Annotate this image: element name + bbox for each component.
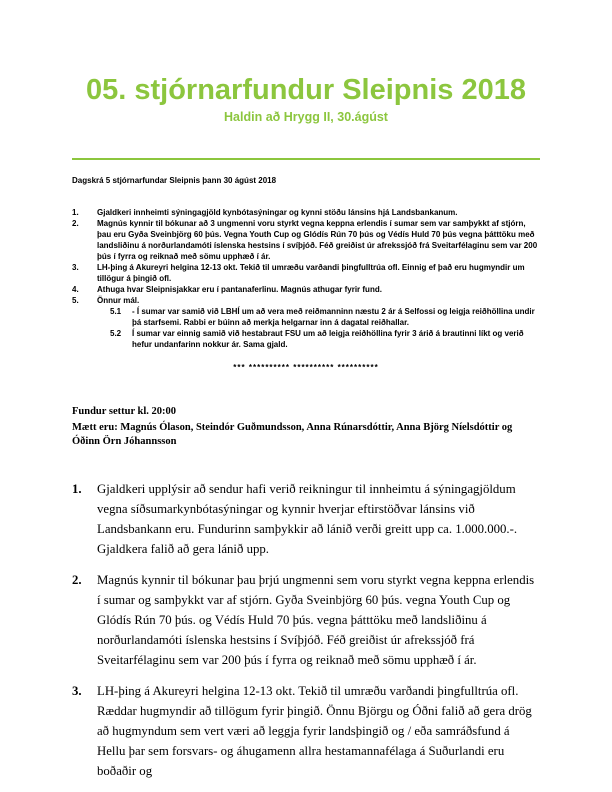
agenda-subitem-text: Í sumar var einnig samið við hestabraut FSU um að leigja reiðhöllina fyrir 3 árið á brautinni líkt og verið hefur undanfarinn nokkur ár. Sama gjald. xyxy=(132,329,524,349)
agenda-item-number: 2. xyxy=(72,219,79,228)
asterisk-divider: *** ********** ********** ********** xyxy=(233,363,379,372)
agenda-heading: Dagskrá 5 stjórnarfundar Sleipnis þann 30 ágúst 2018 xyxy=(72,176,277,185)
agenda-item xyxy=(72,218,540,262)
agenda-item-number: 1. xyxy=(72,208,79,217)
agenda-subitem-text: - Í sumar var samið við LBHÍ um að vera með reiðmanninn næstu 2 ár á Selfossi og leigja reiðhöllina undir þá starfsemi. Rabbi er búinn að merkja helgarnar inn á dagatal reiðhallar. xyxy=(132,307,535,327)
minutes-item-number: 3. xyxy=(72,684,82,698)
minutes-item xyxy=(72,570,540,670)
minutes-list xyxy=(72,479,540,781)
minutes-item-text: Magnús kynnir til bókunar þau þrjú ungmenni sem voru styrkt vegna keppna erlendis í sumar og samþykkt var af stjórn. Gyða Sveinbjörg 60 þús. vegna Youth Cup og Glódís Rún 70 þús. og Védís Huld 70 þús. vegna þátttöku með landsliðinu á norðurlandamóti íslenska hestsins í Svíþjóð. Féð greiðist úr afrekssjóð frá Sveitarfélaginu sem var 200 þús í fyrra og reiknað með sömu upphæð í ár. xyxy=(97,573,535,667)
agenda-subitem xyxy=(110,328,540,350)
minutes-item xyxy=(72,479,540,559)
minutes-item xyxy=(72,681,540,781)
agenda-item xyxy=(72,207,540,218)
agenda-item-number: 5. xyxy=(72,296,79,305)
minutes-item-text: Gjaldkeri upplýsir að sendur hafi verið reikningur til innheimtu á sýningagjöldum vegna síðsumarkynbótasýningar og kynnir hverjar eftirstöðvar lánsins við Landsbankann eru. Fundurinn samþykkir að lánið verði greitt upp ca. 1.000.000.-. Gjaldkera falið að gera lánið upp. xyxy=(97,482,518,556)
document-title: 05. stjórnarfundur Sleipnis 2018 xyxy=(86,74,526,106)
agenda-item xyxy=(72,295,540,350)
agenda-item-number: 3. xyxy=(72,263,79,272)
agenda-item-text: LH-þing á Akureyri helgina 12-13 okt. Tekið til umræðu varðandi þingfulltrúa ofl. Einnig ef það eru hugmyndir um tillögur á þingið ofl. xyxy=(97,263,525,283)
agenda-subitem-number: 5.2 xyxy=(110,329,122,338)
agenda-subitem xyxy=(110,306,540,328)
agenda-subitem-number: 5.1 xyxy=(110,307,122,316)
agenda-sublist xyxy=(97,306,540,350)
document-subtitle: Haldin að Hrygg II, 30.ágúst xyxy=(224,110,388,124)
meeting-opening-line: Fundur settur kl. 20:00 xyxy=(72,406,177,417)
accent-divider-line xyxy=(72,158,540,160)
agenda-item-text: Gjaldkeri innheimti sýningagjöld kynbótasýningar og kynni stöðu lánsins hjá Landsbankanum. xyxy=(97,208,458,217)
agenda-list xyxy=(72,207,540,350)
agenda-item-text: Magnús kynnir til bókunar að 3 ungmenni voru styrkt vegna keppna erlendis í sumar sem var samþykkt af stjórn, þau eru Gyða Sveinbjörg 60 þús. Vegna Youth Cup og Glódís Rún 70 þús og Védís Huld 70 þús vegna þátttöku með landsliðinu á norðurlandamóti íslenska hestsins í svíþjóð. Féð greiðist úr afrekssjóð frá Sveitarfélaginu sem var 200 þús í fyrra og reiknað með sömu upphæð í ár. xyxy=(97,219,538,261)
minutes-item-text: LH-þing á Akureyri helgina 12-13 okt. Tekið til umræðu varðandi þingfulltrúa ofl. Ræddar hugmyndir að tillögum fyrir þingið. Önnu Björgu og Óðni falið að gera drög að hugmyndum sem vert væri að leggja fyrir landsþingið og / eða samráðsfund á Hellu þar sem forsvars- og áhugamenn allra hestamannafélaga á Suðurlandi eru boðaðir og xyxy=(97,684,532,778)
minutes-item-number: 1. xyxy=(72,482,82,496)
agenda-item-number: 4. xyxy=(72,285,79,294)
minutes-item-number: 2. xyxy=(72,573,82,587)
agenda-item-text: Athuga hvar Sleipnisjakkar eru í pantanaferlinu. Magnús athugar fyrir fund. xyxy=(97,285,382,294)
agenda-item-text: Önnur mál. xyxy=(97,296,140,305)
meeting-attendees-line: Mætt eru: Magnús Ólason, Steindór Guðmundsson, Anna Rúnarsdóttir, Anna Björg Níelsdóttir og Óðinn Örn Jóhannsson xyxy=(72,422,513,447)
agenda-item xyxy=(72,284,540,295)
agenda-item-body xyxy=(97,295,540,350)
agenda-item xyxy=(72,262,540,284)
